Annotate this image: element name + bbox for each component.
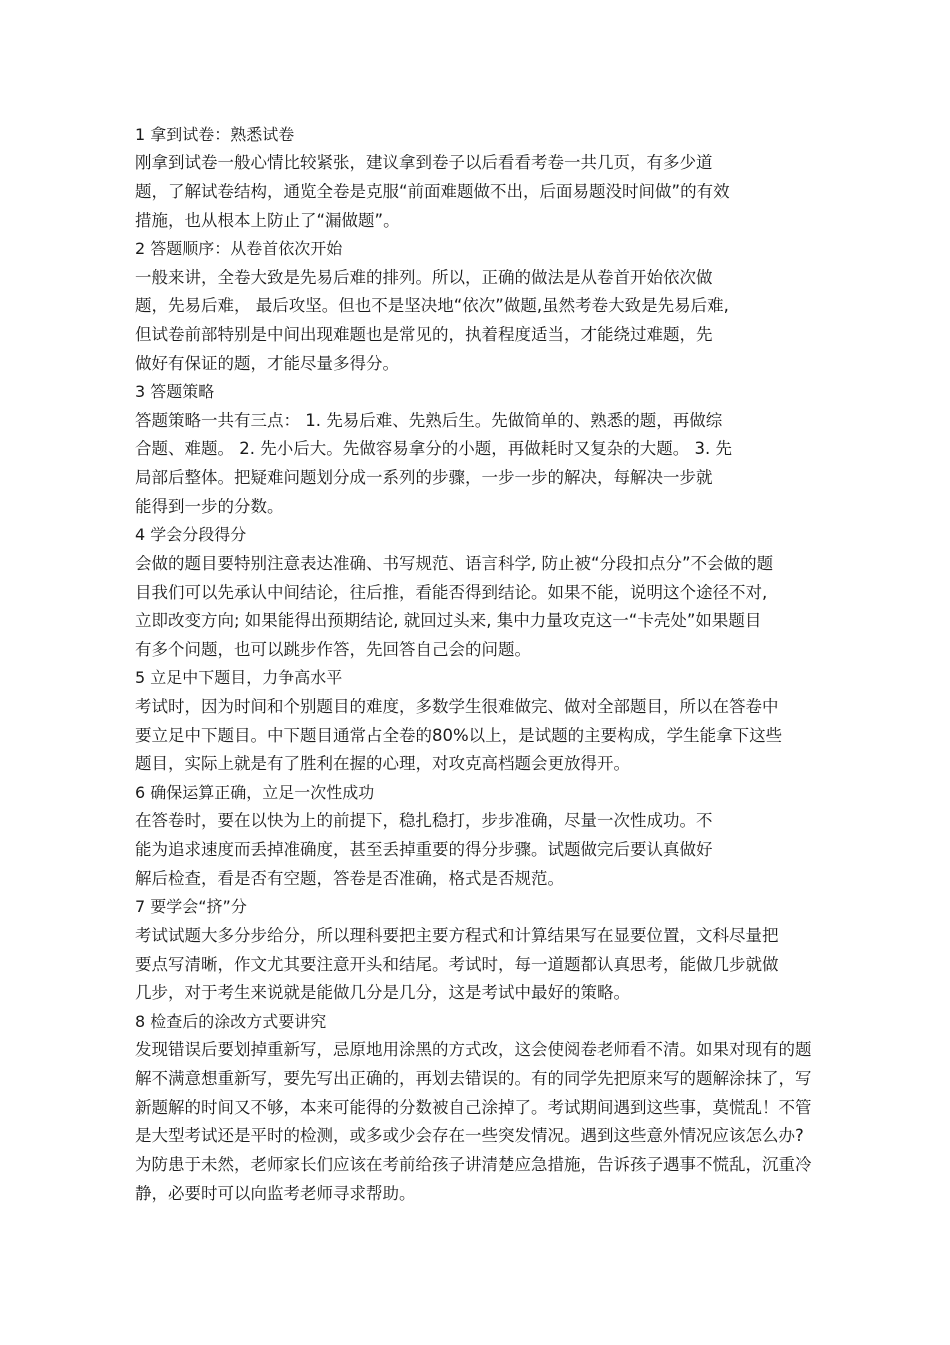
- section-heading: 4 学会分段得分: [135, 525, 247, 544]
- paragraph-line: 在答卷时，要在以快为上的前提下，稳扎稳打，步步准确，尽量一次性成功。不: [135, 811, 713, 830]
- section-heading: 3 答题策略: [135, 382, 215, 401]
- paragraph-line: 考试时，因为时间和个别题目的难度，多数学生很难做完、做对全部题目，所以在答卷中: [135, 697, 779, 716]
- paragraph-line: 一般来讲，全卷大致是先易后难的排列。所以，正确的做法是从卷首开始依次做: [135, 268, 713, 287]
- paragraph-line: 答题策略一共有三点： 1. 先易后难、先熟后生。先做简单的、熟悉的题，再做综: [135, 411, 723, 430]
- paragraph-line: 题，了解试卷结构，通览全卷是克服“前面难题做不出，后面易题没时间做”的有效: [135, 182, 730, 201]
- section-heading: 7 要学会“挤”分: [135, 897, 247, 916]
- paragraph-line: 解后检查，看是否有空题，答卷是否准确，格式是否规范。: [135, 869, 564, 888]
- paragraph-line: 要立足中下题目。中下题目通常占全卷的80%以上，是试题的主要构成，学生能拿下这些: [135, 726, 783, 745]
- paragraph-line: 要点写清晰，作文尤其要注意开头和结尾。考试时，每一道题都认真思考，能做几步就做: [135, 955, 779, 974]
- paragraph-line: 立即改变方向; 如果能得出预期结论, 就回过头来, 集中力量攻克这一“卡壳处”如果题目: [135, 611, 762, 630]
- section-heading: 2 答题顺序：从卷首依次开始: [135, 239, 343, 258]
- paragraph-line: 为防患于未然，老师家长们应该在考前给孩子讲清楚应急措施，告诉孩子遇事不慌乱，沉重冷: [135, 1155, 812, 1174]
- section-heading: 1 拿到试卷：熟悉试卷: [135, 125, 295, 144]
- section-heading: 5 立足中下题目，力争高水平: [135, 668, 343, 687]
- paragraph-line: 目我们可以先承认中间结论，往后推，看能否得到结论。如果不能，说明这个途径不对,: [135, 583, 768, 602]
- paragraph-line: 但试卷前部特别是中间出现难题也是常见的，执着程度适当，才能绕过难题，先: [135, 325, 713, 344]
- paragraph-line: 能为追求速度而丢掉准确度，甚至丢掉重要的得分步骤。试题做完后要认真做好: [135, 840, 713, 859]
- paragraph-line: 能得到一步的分数。: [135, 497, 284, 516]
- paragraph-line: 做好有保证的题，才能尽量多得分。: [135, 354, 399, 373]
- paragraph-line: 有多个问题，也可以跳步作答，先回答自己会的问题。: [135, 640, 531, 659]
- paragraph-line: 新题解的时间又不够，本来可能得的分数被自己涂掉了。考试期间遇到这些事，莫慌乱！不管: [135, 1098, 812, 1117]
- paragraph-line: 题目，实际上就是有了胜利在握的心理，对攻克高档题会更放得开。: [135, 754, 630, 773]
- paragraph-line: 刚拿到试卷一般心情比较紧张，建议拿到卷子以后看看考卷一共几页，有多少道: [135, 153, 713, 172]
- paragraph-line: 题，先易后难， 最后攻坚。但也不是坚决地“依次”做题,虽然考卷大致是先易后难,: [135, 296, 729, 315]
- paragraph-line: 考试试题大多分步给分，所以理科要把主要方程式和计算结果写在显要位置，文科尽量把: [135, 926, 779, 945]
- paragraph-line: 局部后整体。把疑难问题划分成一系列的步骤，一步一步的解决，每解决一步就: [135, 468, 713, 487]
- paragraph-line: 解不满意想重新写，要先写出正确的，再划去错误的。有的同学先把原来写的题解涂抹了，写: [135, 1069, 812, 1088]
- paragraph-line: 会做的题目要特别注意表达准确、书写规范、语言科学, 防止被“分段扣点分”不会做的题: [135, 554, 774, 573]
- paragraph-line: 静，必要时可以向监考老师寻求帮助。: [135, 1184, 416, 1203]
- section-heading: 6 确保运算正确，立足一次性成功: [135, 783, 375, 802]
- paragraph-line: 是大型考试还是平时的检测，或多或少会存在一些突发情况。遇到这些意外情况应该怎么办?: [135, 1126, 804, 1145]
- paragraph-line: 发现错误后要划掉重新写，忌原地用涂黑的方式改，这会使阅卷老师看不清。如果对现有的题: [135, 1040, 812, 1059]
- paragraph-line: 措施，也从根本上防止了“漏做题”。: [135, 211, 400, 230]
- paragraph-line: 合题、难题。 2. 先小后大。先做容易拿分的小题，再做耗时又复杂的大题。 3. 先: [135, 439, 732, 458]
- paragraph-line: 几步，对于考生来说就是能做几分是几分，这是考试中最好的策略。: [135, 983, 630, 1002]
- section-heading: 8 检查后的涂改方式要讲究: [135, 1012, 327, 1031]
